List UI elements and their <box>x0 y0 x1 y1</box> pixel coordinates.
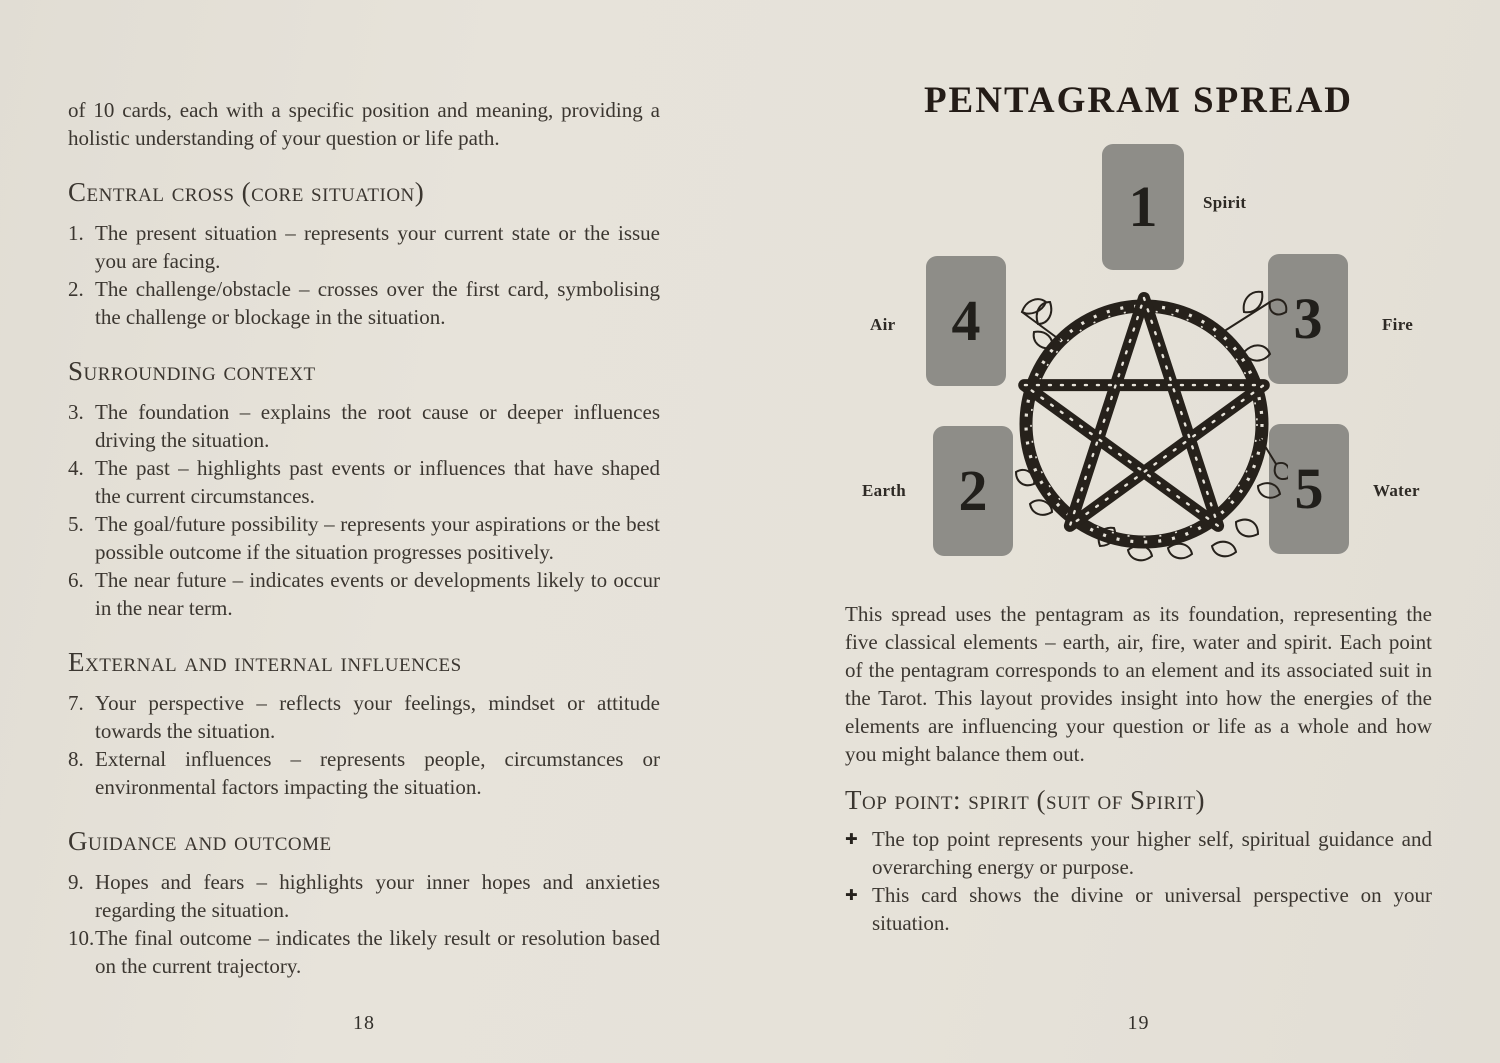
intro-paragraph: of 10 cards, each with a specific position and meaning, providing a holistic understanding of your question or life path. <box>68 98 660 150</box>
item-number: 9. <box>68 870 84 894</box>
item-text: External influences – represents people, circumstances or environmental factors impacting the situation. <box>95 747 660 799</box>
item-number: 4. <box>68 456 84 480</box>
description-paragraph: This spread uses the pentagram as its foundation, representing the five classical elements – earth, air, fire, water and spirit. Each point of the pentagram corresponds to an element and its associated suit in the Tarot. This layout provides insight into how the energies of the elements are influencing your question or life as a whole and how you might balance them out. <box>845 602 1432 766</box>
section-heading-influences: External and internal influences <box>68 647 462 677</box>
top-point-bullet-list <box>845 825 1432 937</box>
section-heading-guidance-outcome: Guidance and outcome <box>68 826 332 856</box>
item-number: 5. <box>68 512 84 536</box>
item-number: 3. <box>68 400 84 424</box>
element-label-earth: Earth <box>862 481 906 500</box>
item-text: Hopes and fears – highlights your inner hopes and anxieties regarding the situation. <box>95 870 660 922</box>
pentagram-spread-diagram <box>750 136 1500 582</box>
item-text: The goal/future possibility – represents your aspirations or the best possible outcome if the situation progresses positively. <box>95 512 660 564</box>
item-number: 7. <box>68 691 84 715</box>
list-item <box>68 510 660 566</box>
section-heading-top-point: Top point: spirit (suit of Spirit) <box>845 785 1206 815</box>
cross-bullet-icon: ✚ <box>845 830 858 848</box>
card-number: 3 <box>1293 286 1323 351</box>
bullet-text: The top point represents your higher self, spiritual guidance and overarching energy or purpose. <box>872 827 1432 879</box>
item-number: 10. <box>68 926 95 950</box>
item-text: The past – highlights past events or influences that have shaped the current circumstances. <box>95 456 660 508</box>
card-number: 2 <box>958 458 988 523</box>
list-item <box>68 868 660 924</box>
page-right <box>750 0 1500 1063</box>
item-text: Your perspective – reflects your feelings, mindset or attitude towards the situation. <box>95 691 660 743</box>
item-text: The final outcome – indicates the likely result or resolution based on the current trajectory. <box>95 926 660 978</box>
card-number: 5 <box>1294 456 1324 521</box>
item-number: 6. <box>68 568 84 592</box>
item-number: 8. <box>68 747 84 771</box>
pentagram-illustration <box>1008 278 1288 568</box>
item-number: 1. <box>68 221 84 245</box>
tarot-card-position-2 <box>933 426 1013 556</box>
list-item <box>68 398 660 454</box>
item-number: 2. <box>68 277 84 301</box>
bullet-item <box>845 825 1432 881</box>
item-text: The challenge/obstacle – crosses over the first card, symbolising the challenge or blockage in the situation. <box>95 277 660 329</box>
list-item <box>68 275 660 331</box>
section-heading-central-cross: Central cross (core situation) <box>68 177 425 207</box>
spread-title: PENTAGRAM SPREAD <box>923 80 1354 121</box>
page-number-left: 18 <box>353 1012 375 1034</box>
list-item <box>68 219 660 275</box>
element-label-fire: Fire <box>1382 315 1414 334</box>
item-text: The foundation – explains the root cause or deeper influences driving the situation. <box>95 400 660 452</box>
list-item <box>68 454 660 510</box>
tarot-card-position-1 <box>1102 144 1184 270</box>
list-item <box>68 566 660 622</box>
element-label-water: Water <box>1373 481 1420 500</box>
list-item <box>68 689 660 745</box>
element-label-spirit: Spirit <box>1203 193 1247 212</box>
list-influences <box>68 689 660 801</box>
list-central-cross <box>68 219 660 331</box>
bullet-item <box>845 881 1432 937</box>
item-text: The present situation – represents your current state or the issue you are facing. <box>95 221 660 273</box>
list-item <box>68 745 660 801</box>
section-heading-surrounding-context: Surrounding context <box>68 356 316 386</box>
element-label-air: Air <box>870 315 896 334</box>
tarot-card-position-4 <box>926 256 1006 386</box>
page-number-right: 19 <box>1127 1012 1150 1034</box>
card-number: 4 <box>951 288 981 353</box>
item-text: The near future – indicates events or developments likely to occur in the near term. <box>95 568 660 620</box>
bullet-text: This card shows the divine or universal perspective on your situation. <box>872 883 1432 935</box>
list-item <box>68 924 660 980</box>
list-guidance-outcome <box>68 868 660 980</box>
cross-bullet-icon: ✚ <box>845 886 858 904</box>
card-number: 1 <box>1128 174 1158 239</box>
list-surrounding-context <box>68 398 660 622</box>
